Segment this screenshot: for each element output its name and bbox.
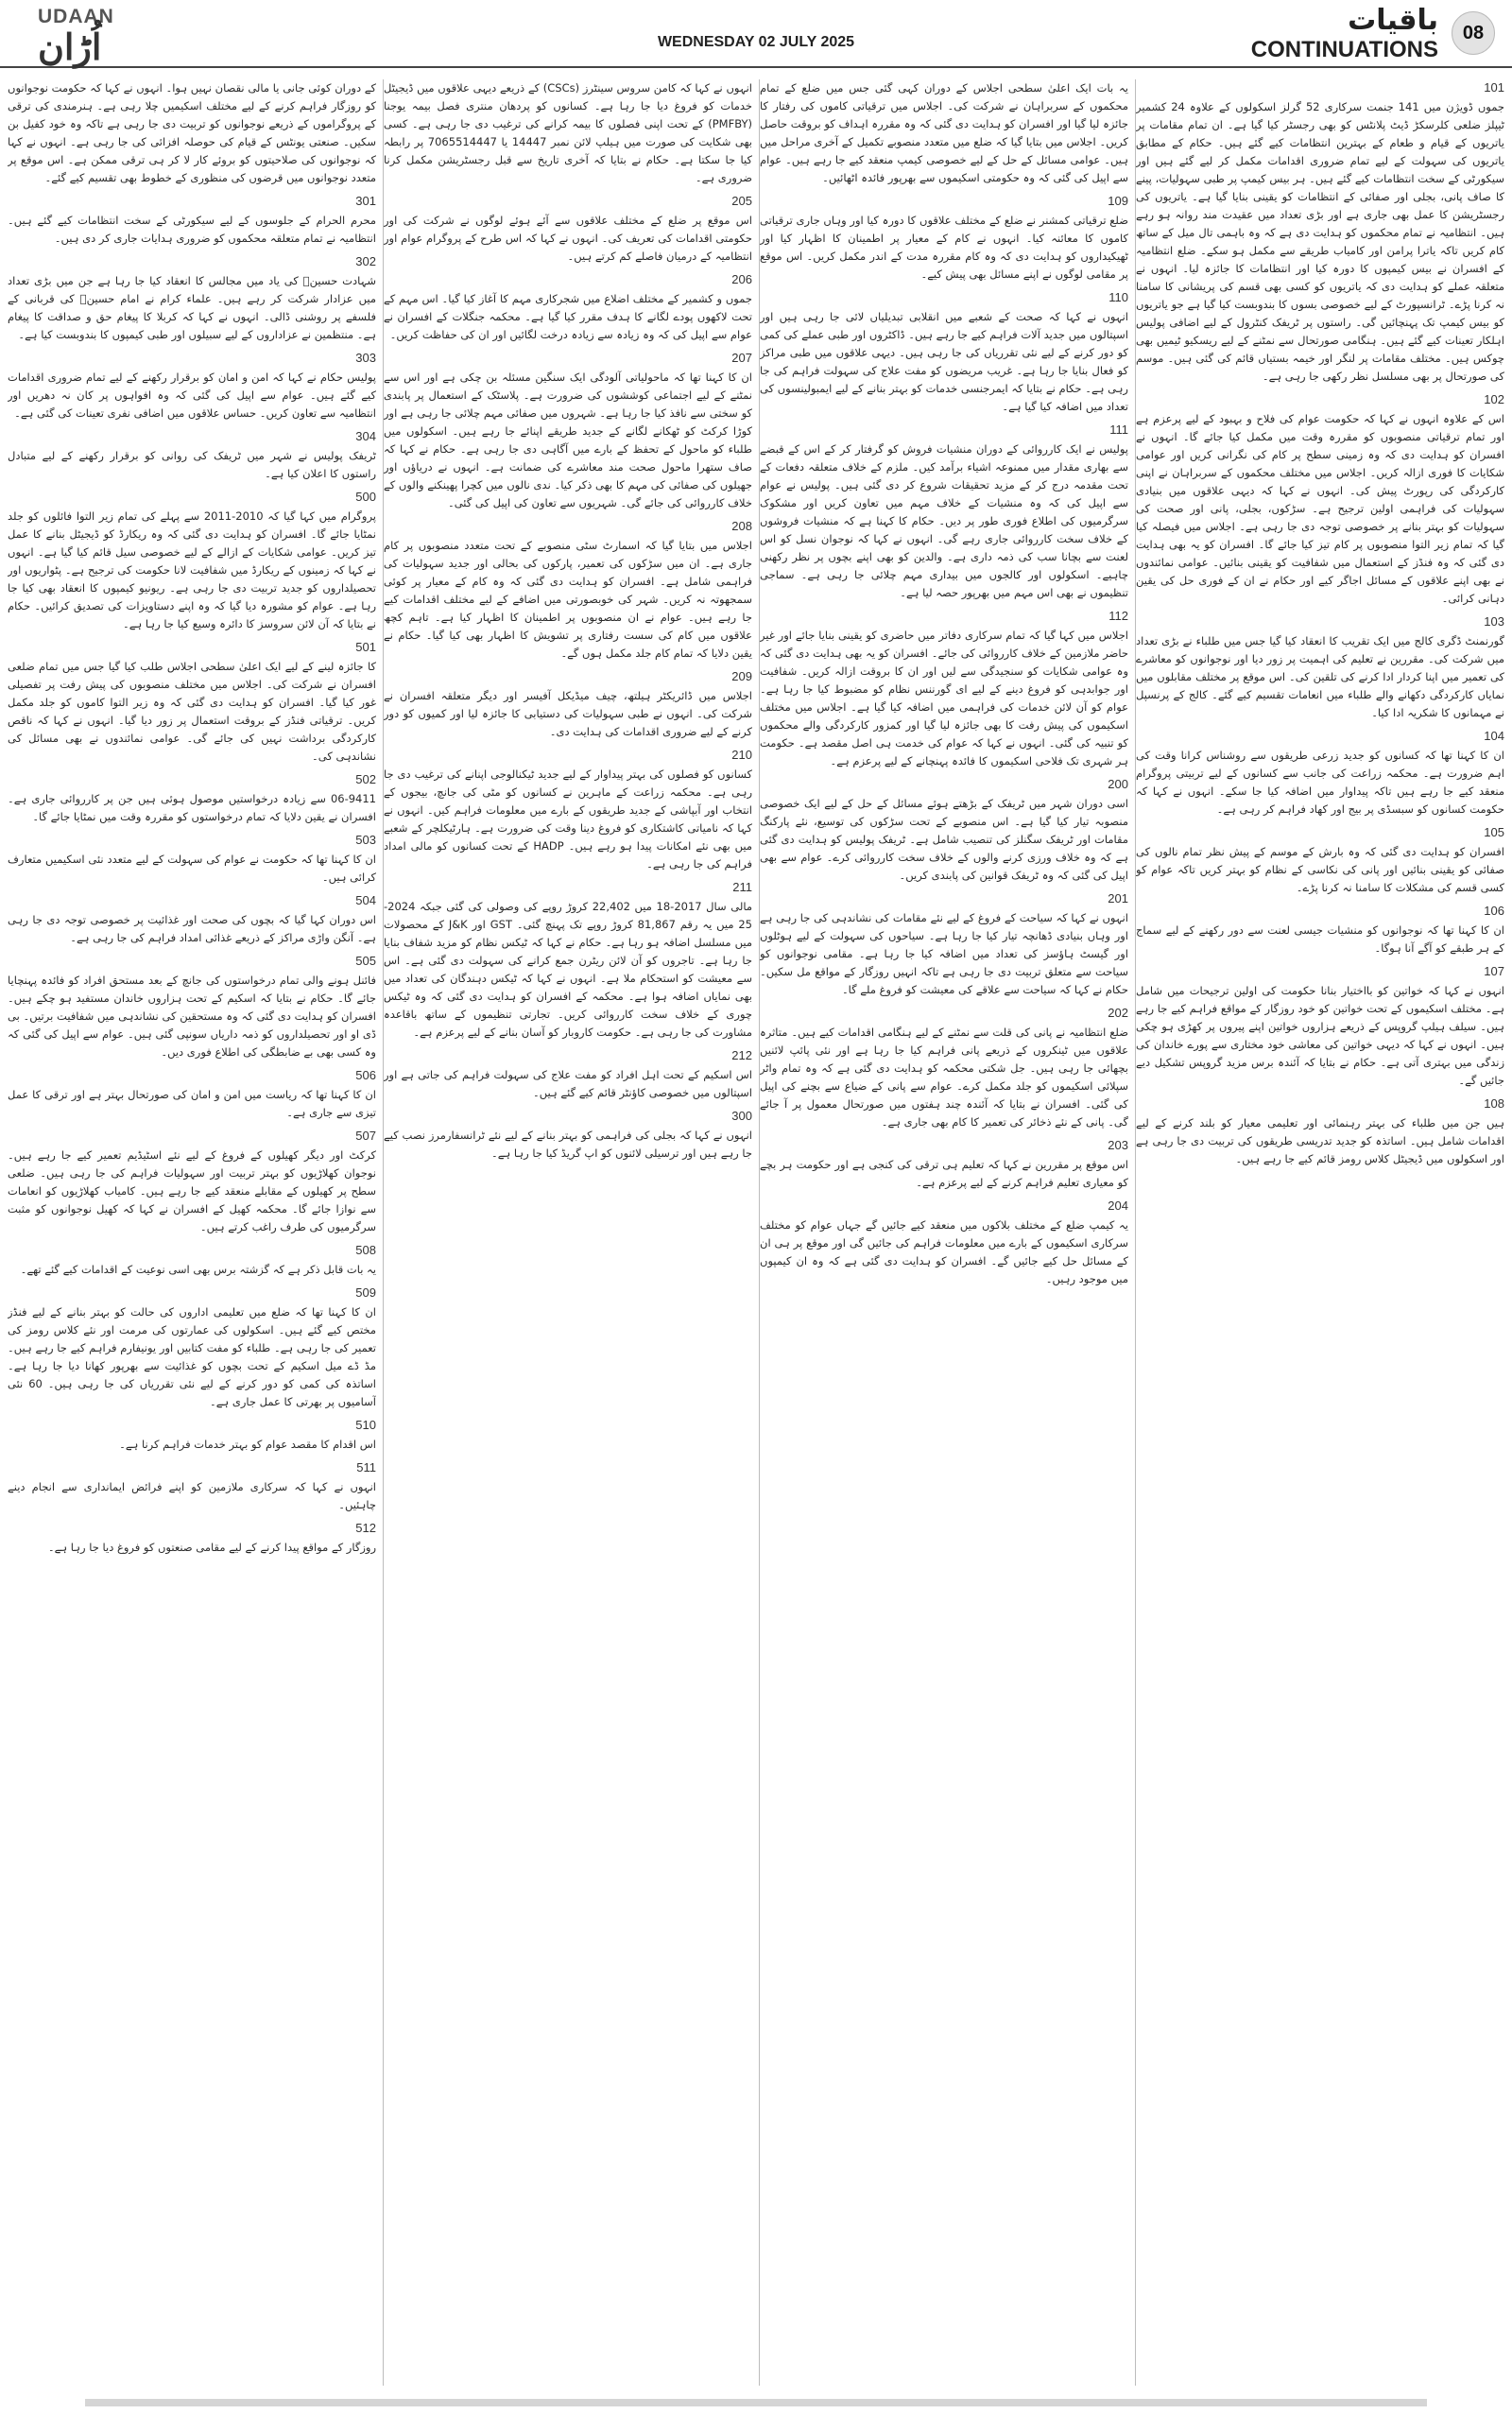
newspaper-brand bbox=[38, 6, 189, 68]
masthead bbox=[0, 0, 1512, 68]
continuation-text: اجلاس میں بتایا گیا کہ اسمارٹ سٹی منصوبے کے تحت متعدد منصوبوں پر کام جاری ہے۔ ان میں سڑکوں کی تعمیر، پارکوں کی بحالی اور جدید سہولیات کی فراہمی شامل ہے۔ افسران کو ہدایت دی گئی کہ وہ کام کے معیار پر کوئی سمجھوتہ نہ کریں۔ شہر کی خوبصورتی میں اضافے کے لیے مختلف اقدامات کیے جا رہے ہیں۔ عوام نے ان منصوبوں پر اطمینان کا اظہار کیا ہے۔ تاہم کچھ علاقوں میں کام کی سست رفتاری پر تشویش کا اظہار بھی کیا گیا۔ حکام نے یقین دلایا کہ تمام کام جلد مکمل ہوں گے۔ bbox=[384, 539, 752, 660]
continuation-number: 102 bbox=[1484, 392, 1504, 406]
continuation-number: 506 bbox=[355, 1068, 376, 1082]
continuation-text: گورنمنٹ ڈگری کالج میں ایک تقریب کا انعقاد کیا گیا جس میں طلباء نے بڑی تعداد میں شرکت کی۔ مقررین نے تعلیم کی اہمیت پر زور دیا اور نوجوانوں کو معاشرے کی تعمیر میں اپنا کردار ادا کرنے کی تلقین کی۔ اس موقع پر مختلف مقابلوں میں نمایاں کارکردگی دکھانے والے طلباء میں انعامات تقسیم کیے گئے۔ کالج کے پرنسپل نے مہمانوں کا شکریہ ادا کیا۔ bbox=[1136, 634, 1504, 719]
continuation-text: 06-9411 سے زیادہ درخواستیں موصول ہوئی ہیں جن پر کارروائی جاری ہے۔ افسران نے یقین دلایا کہ تمام درخواستوں کو مقررہ وقت میں نمٹایا جائے گا۔ bbox=[8, 792, 376, 823]
continuation-number: 206 bbox=[731, 272, 752, 286]
continuation-number: 207 bbox=[731, 351, 752, 365]
footer-bar bbox=[85, 2399, 1427, 2406]
continuation-block bbox=[1136, 824, 1504, 897]
continuation-block bbox=[384, 518, 752, 663]
continuation-block bbox=[8, 639, 376, 766]
continuation-block bbox=[760, 289, 1128, 416]
continuation-number: 101 bbox=[1484, 80, 1504, 95]
continuation-block bbox=[760, 776, 1128, 885]
continuation-number: 203 bbox=[1108, 1138, 1128, 1152]
continuation-block bbox=[1136, 1095, 1504, 1168]
continuation-block bbox=[8, 1242, 376, 1279]
continuation-number: 503 bbox=[355, 833, 376, 847]
continuation-number: 205 bbox=[731, 194, 752, 208]
continuation-number: 511 bbox=[356, 1460, 376, 1474]
section-title-urdu: باقیات bbox=[1348, 4, 1438, 37]
continuation-number: 109 bbox=[1108, 194, 1128, 208]
continuation-text: انہوں نے کہا کہ صحت کے شعبے میں انقلابی تبدیلیاں لائی جا رہی ہیں اور اسپتالوں میں جدید آلات فراہم کیے جا رہے ہیں۔ ڈاکٹروں اور طبی عملے کی کمی کو دور کرنے کے لیے نئی تقرریاں کی جا رہی ہیں۔ دیہی علاقوں میں طبی مراکز کو فعال بنایا جا رہا ہے۔ غریب مریضوں کو مفت علاج کی سہولت فراہم کی جا رہی ہے۔ حکام نے بتایا کہ ایمرجنسی خدمات کو بہتر بنانے کے لیے ایمبولینسوں کی تعداد میں اضافہ کیا گیا ہے۔ bbox=[760, 310, 1128, 413]
section-title-latin: CONTINUATIONS bbox=[1250, 37, 1438, 62]
continuation-block bbox=[1136, 613, 1504, 722]
continuation-text: اس کے علاوہ انہوں نے کہا کہ حکومت عوام کی فلاح و بہبود کے لیے پرعزم ہے اور تمام ترقیاتی منصوبوں کو مقررہ وقت میں مکمل کیا جائے گا۔ انہوں نے افسران کو ہدایت دی کہ وہ زمینی سطح پر کام کی نگرانی کریں اور عوامی شکایات کا فوری ازالہ کریں۔ اجلاس میں مختلف محکموں کے سربراہان نے اپنی کارکردگی کی رپورٹ پیش کی۔ انہوں نے کہا کہ دیہی علاقوں میں بنیادی سہولیات کی فراہمی اولین ترجیح ہے۔ سڑکوں، بجلی، پانی اور صحت کی سہولیات کو بہتر بنانے پر خصوصی توجہ دی جا رہی ہے۔ اجلاس میں فیصلہ کیا گیا کہ تمام زیر التوا منصوبوں پر کام تیز کیا جائے گا۔ افسران کو یہ بھی ہدایت دی گئی کہ وہ فنڈز کے استعمال میں شفافیت کو یقینی بنائیں۔ عوامی نمائندوں نے بھی اپنے علاقوں کے مسائل اجاگر کیے اور حکام نے ان کے فوری حل کی یقین دہانی کرائی۔ bbox=[1136, 412, 1504, 605]
continuation-block bbox=[384, 79, 752, 187]
continuation-text: ضلع ترقیاتی کمشنر نے ضلع کے مختلف علاقوں کا دورہ کیا اور وہاں جاری ترقیاتی کاموں کا معائنہ کیا۔ انہوں نے کام کے معیار پر اطمینان کا اظہار کیا اور ٹھیکیداروں کو ہدایت دی کہ وہ کام مقررہ مدت کے اندر مکمل کریں۔ اس موقع پر مقامی لوگوں نے اپنے مسائل بھی پیش کیے۔ bbox=[760, 214, 1128, 281]
continuation-number: 304 bbox=[355, 429, 376, 443]
continuation-block bbox=[384, 1108, 752, 1163]
continuation-number: 501 bbox=[355, 640, 376, 654]
continuation-text: ان کا کہنا تھا کہ ماحولیاتی آلودگی ایک سنگین مسئلہ بن چکی ہے اور اس سے نمٹنے کے لیے اجتماعی کوششوں کی ضرورت ہے۔ پلاسٹک کے استعمال پر پابندی کو سختی سے نافذ کیا جا رہا ہے۔ شہروں میں صفائی مہم چلائی جا رہی ہے اور کوڑا کرکٹ کو ٹھکانے لگانے کے جدید طریقے اپنائے جا رہے ہیں۔ اسکولوں میں طلباء کو ماحول کے تحفظ کے بارے میں آگاہی دی جا رہی ہے۔ حکام نے کہا کہ صاف ستھرا ماحول صحت مند معاشرے کی ضمانت ہے۔ انہوں نے دریاؤں اور جھیلوں کی صفائی کی مہم کا بھی ذکر کیا۔ ندی نالوں میں کچرا پھینکنے والوں کے خلاف کارروائی کی جائے گی۔ شہریوں سے تعاون کی اپیل کی گئی۔ bbox=[384, 371, 752, 509]
continuation-number: 509 bbox=[355, 1285, 376, 1300]
continuation-block bbox=[8, 1128, 376, 1236]
continuation-block bbox=[760, 1137, 1128, 1192]
continuation-block bbox=[384, 668, 752, 741]
continuation-text: ان کا کہنا تھا کہ حکومت نے عوام کی سہولت کے لیے متعدد نئی اسکیمیں متعارف کرائی ہیں۔ bbox=[8, 853, 376, 884]
continuation-text: ان کا کہنا تھا کہ کسانوں کو جدید زرعی طریقوں سے روشناس کرانا وقت کی اہم ضرورت ہے۔ محکمہ زراعت کی جانب سے کسانوں کے لیے تربیتی پروگرام منعقد کیے جا رہے ہیں تاکہ پیداوار میں اضافہ کیا جا سکے۔ انہوں نے کہا کہ حکومت کسانوں کو سبسڈی پر بیج اور کھاد فراہم کر رہی ہے۔ bbox=[1136, 749, 1504, 816]
continuation-block bbox=[1136, 79, 1504, 386]
page-number-badge: 08 bbox=[1452, 11, 1495, 55]
continuation-text: جموں ڈویژن میں 141 جنمت سرکاری 52 گرلز اسکولوں کے علاوہ 24 کشمیر ٹیپلز ضلعی کلرسکڑ ڈیٹ پلانٹس کو بھی رجسٹر کیا گیا ہے۔ ان تمام مقامات پر یاتریوں کے قیام و طعام کے بہترین انتظامات کیے گئے ہیں۔ حکام کے مطابق یاتریوں کی سہولت کے لیے تمام ضروری اقدامات مکمل کر لیے گئے ہیں اور سیکورٹی کے سخت انتظامات کیے گئے ہیں۔ ہر بیس کیمپ پر طبی سہولیات، پینے کا صاف پانی، بجلی اور صفائی کے انتظامات کو یقینی بنایا گیا ہے۔ یاتریوں کی رجسٹریشن کا عمل بھی جاری ہے اور بڑی تعداد میں عقیدت مند روانہ ہو رہے ہیں۔ انتظامیہ نے تمام محکموں کو ہدایت دی ہے کہ وہ باہمی تال میل کے ساتھ کام کریں تاکہ یاترا پرامن اور کامیاب طریقے سے مکمل ہو سکے۔ ضلع انتظامیہ کے افسران نے بیس کیمپوں کا دورہ کیا اور انتظامات کا جائزہ لیا۔ انہوں نے متعلقہ عملے کو ہدایت دی کہ یاتریوں کو کسی بھی قسم کی پریشانی کا سامنا نہ کرنا پڑے۔ ٹرانسپورٹ کے لیے خصوصی بسوں کا بندوبست کیا گیا ہے جو یاتریوں کو بیس کیمپ تک پہنچائیں گی۔ راستوں پر ٹریفک کنٹرول کے لیے اضافی پولیس اہلکار تعینات کیے گئے ہیں۔ ہنگامی صورتحال سے نمٹنے کے لیے ریسکیو ٹیمیں بھی چوکس ہیں۔ مختلف مقامات پر لنگر اور خیمہ بستیاں قائم کی گئی ہیں۔ موسم کی صورتحال پر بھی مسلسل نظر رکھی جا رہی ہے۔ bbox=[1136, 100, 1504, 383]
continuation-block bbox=[384, 879, 752, 1042]
continuation-text: یہ بات قابل ذکر ہے کہ گزشتہ برس بھی اسی نوعیت کے اقدامات کیے گئے تھے۔ bbox=[20, 1263, 376, 1276]
continuation-text: روزگار کے مواقع پیدا کرنے کے لیے مقامی صنعتوں کو فروغ دیا جا رہا ہے۔ bbox=[47, 1541, 376, 1554]
continuation-text: ٹریفک پولیس نے شہر میں ٹریفک کی روانی کو برقرار رکھنے کے لیے متبادل راستوں کا اعلان کیا ہے۔ bbox=[8, 449, 376, 480]
continuation-block bbox=[8, 1520, 376, 1557]
continuation-number: 508 bbox=[355, 1243, 376, 1257]
continuation-block bbox=[760, 79, 1128, 187]
continuation-number: 104 bbox=[1484, 729, 1504, 743]
continuation-number: 302 bbox=[355, 254, 376, 268]
continuation-text: افسران کو ہدایت دی گئی کہ وہ بارش کے موسم کے پیش نظر تمام نالوں کی صفائی کو یقینی بنائیں اور پانی کی نکاسی کے نظام کو بہتر کریں تاکہ عوام کو کسی قسم کی مشکلات کا سامنا نہ کرنا پڑے۔ bbox=[1136, 845, 1504, 894]
continuation-text: پروگرام میں کہا گیا کہ 2010-2011 سے پہلے کی تمام زیر التوا فائلوں کو جلد نمٹایا جائے گا۔ افسران کو ہدایت دی گئی کہ وہ ریکارڈ کو ڈیجیٹل بنانے کا عمل تیز کریں۔ عوامی شکایات کے ازالے کے لیے خصوصی سیل قائم کیا گیا ہے۔ انہوں نے کہا کہ زمینوں کے ریکارڈ میں شفافیت لانا حکومت کی ترجیح ہے۔ پٹواریوں اور تحصیلداروں کو جدید تربیت دی جا رہی ہے۔ ریونیو کیمپوں کا انعقاد بھی کیا جا رہا ہے۔ عوام کو مشورہ دیا گیا کہ وہ اپنے دستاویزات کی تصدیق کرائیں۔ حکام نے بتایا کہ آن لائن سروسز کا دائرہ وسیع کیا جا رہا ہے۔ bbox=[8, 509, 376, 630]
continuation-text: اس موقع پر مقررین نے کہا کہ تعلیم ہی ترقی کی کنجی ہے اور حکومت ہر بچے کو معیاری تعلیم فراہم کرنے کے لیے پرعزم ہے۔ bbox=[760, 1158, 1128, 1189]
continuation-block bbox=[8, 1459, 376, 1514]
continuation-text: ہیں جن میں طلباء کی بہتر رہنمائی اور تعلیمی معیار کو بلند کرنے کے لیے اقدامات شامل ہیں۔ اساتذہ کو جدید تدریسی طریقوں کی تربیت دی جا رہی ہے اور اسکولوں میں ڈیجیٹل کلاس رومز قائم کیے جا رہے ہیں۔ bbox=[1136, 1116, 1504, 1165]
continuation-number: 507 bbox=[355, 1129, 376, 1143]
continuation-block bbox=[8, 428, 376, 483]
continuation-block bbox=[384, 747, 752, 873]
continuation-text: ان کا کہنا تھا کہ ضلع میں تعلیمی اداروں کی حالت کو بہتر بنانے کے لیے فنڈز مختص کیے گئے ہیں۔ اسکولوں کی عمارتوں کی مرمت اور نئے کلاس رومز کی تعمیر کی جا رہی ہے۔ طلباء کو مفت کتابیں اور یونیفارم فراہم کیے جا رہے ہیں۔ مڈ ڈے میل اسکیم کے تحت بچوں کو غذائیت سے بھرپور کھانا دیا جا رہا ہے۔ اساتذہ کی کمی کو دور کرنے کے لیے نئی تقرریاں کی جا رہی ہیں۔ 60 نئی آسامیوں پر بھرتی کا عمل جاری ہے۔ bbox=[8, 1305, 376, 1408]
continuation-number: 111 bbox=[1109, 422, 1128, 437]
continuation-text: کا جائزہ لینے کے لیے ایک اعلیٰ سطحی اجلاس طلب کیا گیا جس میں تمام ضلعی افسران نے شرکت کی۔ اجلاس میں مختلف منصوبوں کی پیش رفت پر تفصیلی غور کیا گیا۔ افسران کو ہدایت دی گئی کہ وہ زیر التوا کاموں کو جلد مکمل کریں۔ ترقیاتی فنڈز کے بروقت استعمال پر زور دیا گیا۔ انہوں نے کہا کہ ناقص کارکردگی برداشت نہیں کی جائے گی۔ عوامی نمائندوں نے بھی مسائل کی نشاندہی کی۔ bbox=[8, 660, 376, 763]
continuation-block bbox=[8, 253, 376, 344]
continuation-number: 105 bbox=[1484, 825, 1504, 839]
continuation-text: انہوں نے کہا کہ کامن سروس سینٹرز (CSCs) کے ذریعے دیہی علاقوں میں ڈیجیٹل خدمات کو فروغ دیا جا رہا ہے۔ کسانوں کو پردھان منتری فصل بیمہ یوجنا (PMFBY) کے تحت اپنی فصلوں کا بیمہ کرانے کی ترغیب دی جا رہی ہے۔ کسی بھی شکایت کی صورت میں ہیلپ لائن نمبر 14447 یا 7065514447 پر رابطہ کیا جا سکتا ہے۔ حکام نے بتایا کہ آخری تاریخ سے قبل رجسٹریشن مکمل کرنا ضروری ہے۔ bbox=[384, 81, 752, 184]
continuation-block bbox=[8, 193, 376, 248]
text-column bbox=[384, 79, 752, 2386]
continuation-text: اس موقع پر ضلع کے مختلف علاقوں سے آئے ہوئے لوگوں نے شرکت کی اور حکومتی اقدامات کی تعریف کی۔ انہوں نے کہا کہ اس طرح کے پروگرام عوام اور انتظامیہ کے درمیان فاصلے کم کرتے ہیں۔ bbox=[384, 214, 752, 263]
continuation-number: 211 bbox=[732, 880, 752, 894]
continuation-block bbox=[1136, 728, 1504, 819]
continuation-text: اس اقدام کا مقصد عوام کو بہتر خدمات فراہم کرنا ہے۔ bbox=[119, 1438, 376, 1451]
continuation-number: 202 bbox=[1108, 1006, 1128, 1020]
continuation-text: انہوں نے کہا کہ سرکاری ملازمین کو اپنے فرائض ایمانداری سے انجام دینے چاہئیں۔ bbox=[8, 1480, 376, 1511]
brand-latin: UDAAN bbox=[38, 6, 114, 27]
continuation-number: 204 bbox=[1108, 1198, 1128, 1213]
continuation-block bbox=[384, 193, 752, 266]
continuation-text: یہ کیمپ ضلع کے مختلف بلاکوں میں منعقد کیے جائیں گے جہاں عوام کو مختلف سرکاری اسکیموں کے بارے میں معلومات فراہم کی جائیں گی اور موقع پر ہی ان کے مسائل حل کیے جائیں گے۔ افسران کو ہدایت دی گئی ہے کہ وہ ان کیمپوں میں موجود رہیں۔ bbox=[760, 1218, 1128, 1285]
continuation-text: مالی سال 2017-18 میں 22,402 کروڑ روپے کی وصولی کی گئی جبکہ 2024-25 میں یہ رقم 81,867 کروڑ روپے تک پہنچ گئی۔ GST اور J&K کے محصولات میں مسلسل اضافہ ہو رہا ہے۔ حکام نے کہا کہ ٹیکس نظام کو مزید شفاف بنایا جا رہا ہے۔ تاجروں کو آن لائن ریٹرن جمع کرانے کی سہولت دی گئی ہے۔ اس سے معیشت کو استحکام ملا ہے۔ انہوں نے کہا کہ ٹیکس دہندگان کی تعداد میں بھی نمایاں اضافہ ہوا ہے۔ محکمہ کے افسران کو ہدایت دی گئی کہ وہ ٹیکس چوری کے خلاف سخت کارروائی کریں۔ تجارتی تنظیموں کے ساتھ باقاعدہ مشاورت کی جا رہی ہے۔ حکومت کاروبار کو آسان بنانے کے لیے پرعزم ہے۔ bbox=[384, 900, 752, 1039]
continuation-text: جموں و کشمیر کے مختلف اضلاع میں شجرکاری مہم کا آغاز کیا گیا۔ اس مہم کے تحت لاکھوں پودے لگانے کا ہدف مقرر کیا گیا ہے۔ محکمہ جنگلات کے افسران نے عوام سے اپیل کی کہ وہ زیادہ سے زیادہ درخت لگائیں اور ان کی حفاظت کریں۔ bbox=[384, 292, 752, 341]
continuation-text: ضلع انتظامیہ نے پانی کی قلت سے نمٹنے کے لیے ہنگامی اقدامات کیے ہیں۔ متاثرہ علاقوں میں ٹینکروں کے ذریعے پانی فراہم کیا جا رہا ہے اور نئی پائپ لائنیں بچھائی جا رہی ہیں۔ جل شکتی محکمہ کو ہدایت دی گئی ہے کہ وہ تمام واٹر سپلائی اسکیموں کو جلد مکمل کرے۔ عوام سے پانی کے ضیاع سے بچنے کی اپیل کی گئی۔ افسران نے بتایا کہ آئندہ چند ہفتوں میں صورتحال معمول پر آ جائے گی۔ پانی کے نئے ذخائر کی تعمیر کا کام بھی جاری ہے۔ bbox=[760, 1026, 1128, 1129]
continuation-text: محرم الحرام کے جلوسوں کے لیے سیکورٹی کے سخت انتظامات کیے گئے ہیں۔ انتظامیہ نے تمام متعلقہ محکموں کو ضروری ہدایات جاری کر دی ہیں۔ bbox=[8, 214, 376, 245]
continuation-block bbox=[8, 1417, 376, 1454]
text-column bbox=[1136, 79, 1504, 2386]
continuation-number: 212 bbox=[731, 1048, 752, 1062]
continuation-text: کرکٹ اور دیگر کھیلوں کے فروغ کے لیے نئے اسٹیڈیم تعمیر کیے جا رہے ہیں۔ نوجوان کھلاڑیوں کو بہتر تربیت اور سہولیات فراہم کی جا رہی ہیں۔ ضلعی سطح پر کھیلوں کے مقابلے منعقد کیے جا رہے ہیں۔ کامیاب کھلاڑیوں کو انعامات سے نوازا جائے گا۔ محکمہ کھیل کے افسران نے کہا کہ کھیل نوجوانوں کو مثبت سرگرمیوں کی طرف راغب کرتے ہیں۔ bbox=[8, 1148, 376, 1233]
continuation-text: انہوں نے کہا کہ بجلی کی فراہمی کو بہتر بنانے کے لیے نئے ٹرانسفارمرز نصب کیے جا رہے ہیں اور ترسیلی لائنوں کو اپ گریڈ کیا جا رہا ہے۔ bbox=[384, 1129, 752, 1160]
continuation-text: ان کا کہنا تھا کہ ریاست میں امن و امان کی صورتحال بہتر ہے اور ترقی کا عمل تیزی سے جاری ہے۔ bbox=[8, 1088, 376, 1119]
continuation-block bbox=[1136, 963, 1504, 1090]
continuation-text: اس اسکیم کے تحت اہل افراد کو مفت علاج کی سہولت فراہم کی جاتی ہے اور اسپتالوں میں خصوصی کاؤنٹر قائم کیے گئے ہیں۔ bbox=[384, 1068, 752, 1099]
continuation-number: 303 bbox=[355, 351, 376, 365]
brand-urdu-logo: اُڑان bbox=[38, 26, 102, 68]
continuation-text: پولیس نے ایک کارروائی کے دوران منشیات فروش کو گرفتار کر کے اس کے قبضے سے بھاری مقدار میں ممنوعہ اشیاء برآمد کیں۔ ملزم کے خلاف متعلقہ دفعات کے تحت مقدمہ درج کر کے مزید تحقیقات شروع کر دی گئی ہیں۔ پولیس نے عوام سے اپیل کی کہ وہ منشیات کے خلاف مہم میں تعاون کریں اور مشکوک سرگرمیوں کی اطلاع فوری طور پر دیں۔ حکام کا کہنا ہے کہ منشیات فروشوں کے خلاف سخت کارروائی جاری رہے گی۔ انہوں نے کہا کہ نوجوان نسل کو اس لعنت سے بچانا سب کی ذمہ داری ہے۔ والدین کو بھی اپنے بچوں پر نظر رکھنی چاہیے۔ اسکولوں اور کالجوں میں بیداری مہم چلائی جا رہی ہے۔ سماجی تنظیموں نے بھی اس مہم میں بھرپور حصہ لیا ہے۔ bbox=[760, 442, 1128, 599]
continuation-number: 200 bbox=[1108, 777, 1128, 791]
continuation-block bbox=[8, 1067, 376, 1122]
article-columns bbox=[8, 79, 1504, 2386]
continuation-block bbox=[384, 271, 752, 344]
continuation-number: 512 bbox=[355, 1521, 376, 1535]
continuation-text: پولیس حکام نے کہا کہ امن و امان کو برقرار رکھنے کے لیے تمام ضروری اقدامات کیے گئے ہیں۔ عوام سے اپیل کی گئی کہ وہ افواہوں پر کان نہ دھریں اور انتظامیہ سے تعاون کریں۔ حساس علاقوں میں اضافی نفری تعینات کی گئی ہے۔ bbox=[8, 371, 376, 420]
continuation-number: 110 bbox=[1108, 290, 1128, 304]
issue-date: WEDNESDAY 02 JULY 2025 bbox=[657, 34, 855, 50]
continuation-number: 210 bbox=[731, 748, 752, 762]
continuation-number: 301 bbox=[355, 194, 376, 208]
continuation-text: اجلاس میں ڈائریکٹر ہیلتھ، چیف میڈیکل آفیسر اور دیگر متعلقہ افسران نے شرکت کی۔ انہوں نے طبی سہولیات کی دستیابی کا جائزہ لیا اور کمیوں کو دور کرنے کے لیے ضروری اقدامات کی ہدایت دی۔ bbox=[384, 689, 752, 738]
continuation-block bbox=[760, 422, 1128, 602]
continuation-block bbox=[1136, 903, 1504, 957]
continuation-text: انہوں نے کہا کہ سیاحت کے فروغ کے لیے نئے مقامات کی نشاندہی کی جا رہی ہے اور وہاں بنیادی ڈھانچہ تیار کیا جا رہا ہے۔ سیاحوں کی سہولت کے لیے ہوٹلوں اور گیسٹ ہاؤسز کی تعداد میں اضافہ کیا جا رہا ہے۔ مقامی نوجوانوں کو سیاحت سے متعلق تربیت دی جا رہی ہے تاکہ انہیں روزگار کے مواقع مل سکیں۔ حکام نے کہا کہ سیاحت سے علاقے کی معیشت کو فروغ ملے گا۔ bbox=[760, 911, 1128, 996]
continuation-number: 500 bbox=[355, 490, 376, 504]
continuation-block bbox=[760, 608, 1128, 770]
continuation-block bbox=[8, 953, 376, 1061]
continuation-block bbox=[384, 350, 752, 512]
continuation-text: اجلاس میں کہا گیا کہ تمام سرکاری دفاتر میں حاضری کو یقینی بنایا جائے اور غیر حاضر ملازمین کے خلاف کارروائی کی جائے۔ افسران کو یہ بھی ہدایت دی گئی کہ وہ عوامی شکایات کو سنجیدگی سے لیں اور ان کا بروقت ازالہ کریں۔ شفافیت اور جوابدہی کو فروغ دینے کے لیے ای گورننس نظام کو مضبوط کیا جا رہا ہے۔ عوام کو آن لائن خدمات کی فراہمی میں اضافہ کیا گیا ہے۔ اجلاس میں مختلف اسکیموں کی پیش رفت کا بھی جائزہ لیا گیا اور کمزور کارکردگی والے محکموں کو تنبیہ کی گئی۔ انہوں نے کہا کہ عوام کی خدمت ہی اصل مقصد ہے۔ حکومت ہر شہری تک فلاحی اسکیموں کا فائدہ پہنچانے کے لیے پرعزم ہے۔ bbox=[760, 629, 1128, 767]
continuation-number: 300 bbox=[731, 1109, 752, 1123]
continuation-number: 502 bbox=[355, 772, 376, 786]
continuation-number: 209 bbox=[731, 669, 752, 683]
continuation-block bbox=[8, 832, 376, 887]
continuation-block bbox=[8, 350, 376, 422]
continuation-block bbox=[8, 79, 376, 187]
continuation-text: اس دوران کہا گیا کہ بچوں کی صحت اور غذائیت پر خصوصی توجہ دی جا رہی ہے۔ آنگن واڑی مراکز کے ذریعے غذائی امداد فراہم کی جا رہی ہے۔ bbox=[8, 913, 376, 944]
continuation-block bbox=[384, 1047, 752, 1102]
continuation-text: انہوں نے کہا کہ خواتین کو بااختیار بنانا حکومت کی اولین ترجیحات میں شامل ہے۔ مختلف اسکیموں کے تحت خواتین کو خود روزگار کے مواقع فراہم کیے جا رہے ہیں۔ سیلف ہیلپ گروپس کے ذریعے ہزاروں خواتین اپنے پیروں پر کھڑی ہو چکی ہیں۔ انہوں نے کہا کہ دیہی خواتین کی معاشی خود مختاری سے پورے خاندان کی زندگی میں بہتری آتی ہے۔ حکام نے بتایا کہ آئندہ برس مزید گروپس تشکیل دیے جائیں گے۔ bbox=[1136, 984, 1504, 1087]
continuation-block bbox=[8, 892, 376, 947]
section-title bbox=[1251, 4, 1438, 62]
continuation-number: 208 bbox=[731, 519, 752, 533]
continuation-text: یہ بات ایک اعلیٰ سطحی اجلاس کے دوران کہی گئی جس میں ضلع کے تمام محکموں کے سربراہان نے شرکت کی۔ اجلاس میں ترقیاتی کاموں کی رفتار کا جائزہ لیا گیا اور افسران کو ہدایت دی گئی کہ وہ مقررہ اہداف کو بروقت حاصل کریں۔ اجلاس میں بتایا گیا کہ ضلع میں متعدد منصوبے تکمیل کے آخری مراحل میں ہیں۔ عوامی مسائل کے حل کے لیے خصوصی کیمپ منعقد کیے جا رہے ہیں۔ عوام سے اپیل کی گئی کہ وہ حکومتی اسکیموں سے بھرپور فائدہ اٹھائیں۔ bbox=[760, 81, 1128, 184]
continuation-text: کسانوں کو فصلوں کی بہتر پیداوار کے لیے جدید ٹیکنالوجی اپنانے کی ترغیب دی جا رہی ہے۔ محکمہ زراعت کے ماہرین نے کسانوں کو مٹی کی جانچ، بیجوں کے انتخاب اور آبپاشی کے جدید طریقوں کے بارے میں معلومات فراہم کیں۔ انہوں نے کہا کہ نامیاتی کاشتکاری کو فروغ دینا وقت کی ضرورت ہے۔ ہارٹیکلچر کے شعبے میں بھی نئے امکانات پیدا ہو رہے ہیں۔ HADP کے تحت کسانوں کو مالی امداد فراہم کی جا رہی ہے۔ bbox=[384, 767, 752, 871]
continuation-number: 112 bbox=[1108, 609, 1128, 623]
continuation-number: 103 bbox=[1484, 614, 1504, 629]
continuation-block bbox=[760, 890, 1128, 999]
continuation-number: 107 bbox=[1484, 964, 1504, 978]
continuation-text: کے دوران کوئی جانی یا مالی نقصان نہیں ہوا۔ انہوں نے کہا کہ حکومت نوجوانوں کو روزگار فراہم کرنے کے لیے مختلف اسکیمیں چلا رہی ہے۔ ہنرمندی کی ترقی کے پروگراموں کے ذریعے نوجوانوں کو تربیت دی جا رہی ہے تاکہ وہ خود کفیل بن سکیں۔ صنعتی یونٹس کے قیام کی حوصلہ افزائی کی جا رہی ہے۔ انہوں نے کہا کہ نوجوانوں کی صلاحیتوں کو بروئے کار لا کر ہی ترقی ممکن ہے۔ اس موقع پر متعدد نوجوانوں میں قرضوں کی منظوری کے خطوط بھی تقسیم کیے گئے۔ bbox=[8, 81, 376, 184]
continuation-block bbox=[760, 193, 1128, 284]
continuation-block bbox=[8, 771, 376, 826]
continuation-number: 504 bbox=[355, 893, 376, 907]
continuation-block bbox=[8, 489, 376, 633]
text-column bbox=[8, 79, 376, 2386]
continuation-text: ان کا کہنا تھا کہ نوجوانوں کو منشیات جیسی لعنت سے دور رکھنے کے لیے سماج کے ہر طبقے کو آگے آنا ہوگا۔ bbox=[1136, 923, 1504, 955]
continuation-text: اسی دوران شہر میں ٹریفک کے بڑھتے ہوئے مسائل کے حل کے لیے ایک خصوصی منصوبہ تیار کیا گیا ہے۔ اس منصوبے کے تحت سڑکوں کی توسیع، نئے پارکنگ مقامات اور ٹریفک سگنلز کی تنصیب شامل ہے۔ ٹریفک پولیس کو ہدایت دی گئی ہے کہ وہ خلاف ورزی کرنے والوں کے خلاف سخت کارروائی کرے۔ عوام سے بھی اپیل کی گئی کہ وہ ٹریفک قوانین کی پابندی کریں۔ bbox=[760, 797, 1128, 882]
continuation-text: شہادت حسینؓ کی یاد میں مجالس کا انعقاد کیا جا رہا ہے جن میں بڑی تعداد میں عزادار شرکت کر رہے ہیں۔ علماء کرام نے امام حسینؓ کی قربانی کے فلسفے پر روشنی ڈالی۔ انہوں نے کہا کہ کربلا کا پیغام حق و صداقت کا پیغام ہے۔ منتظمین نے عزاداروں کے لیے سبیلوں اور طبی کیمپوں کا بندوبست کیا ہے۔ bbox=[8, 274, 376, 341]
continuation-number: 505 bbox=[355, 954, 376, 968]
continuation-number: 510 bbox=[355, 1418, 376, 1432]
text-column bbox=[760, 79, 1128, 2386]
continuation-block bbox=[760, 1005, 1128, 1131]
continuation-block bbox=[760, 1198, 1128, 1288]
continuation-number: 201 bbox=[1108, 891, 1128, 905]
continuation-text: فائنل ہونے والی تمام درخواستوں کی جانچ کے بعد مستحق افراد کو فائدہ پہنچایا جائے گا۔ حکام نے بتایا کہ اسکیم کے تحت ہزاروں خاندان مستفید ہو چکے ہیں۔ افسران کو ہدایت دی گئی کہ وہ مستحقین کی نشاندہی میں شفافیت برتیں۔ بی ڈی او اور تحصیلداروں کو ذمہ داریاں سونپی گئی ہیں۔ عوام سے اپیل کی گئی کہ وہ کسی بھی بے ضابطگی کی اطلاع فوری دیں۔ bbox=[8, 974, 376, 1059]
continuation-block bbox=[1136, 391, 1504, 608]
continuation-number: 106 bbox=[1484, 904, 1504, 918]
continuation-number: 108 bbox=[1484, 1096, 1504, 1111]
continuation-block bbox=[8, 1285, 376, 1411]
